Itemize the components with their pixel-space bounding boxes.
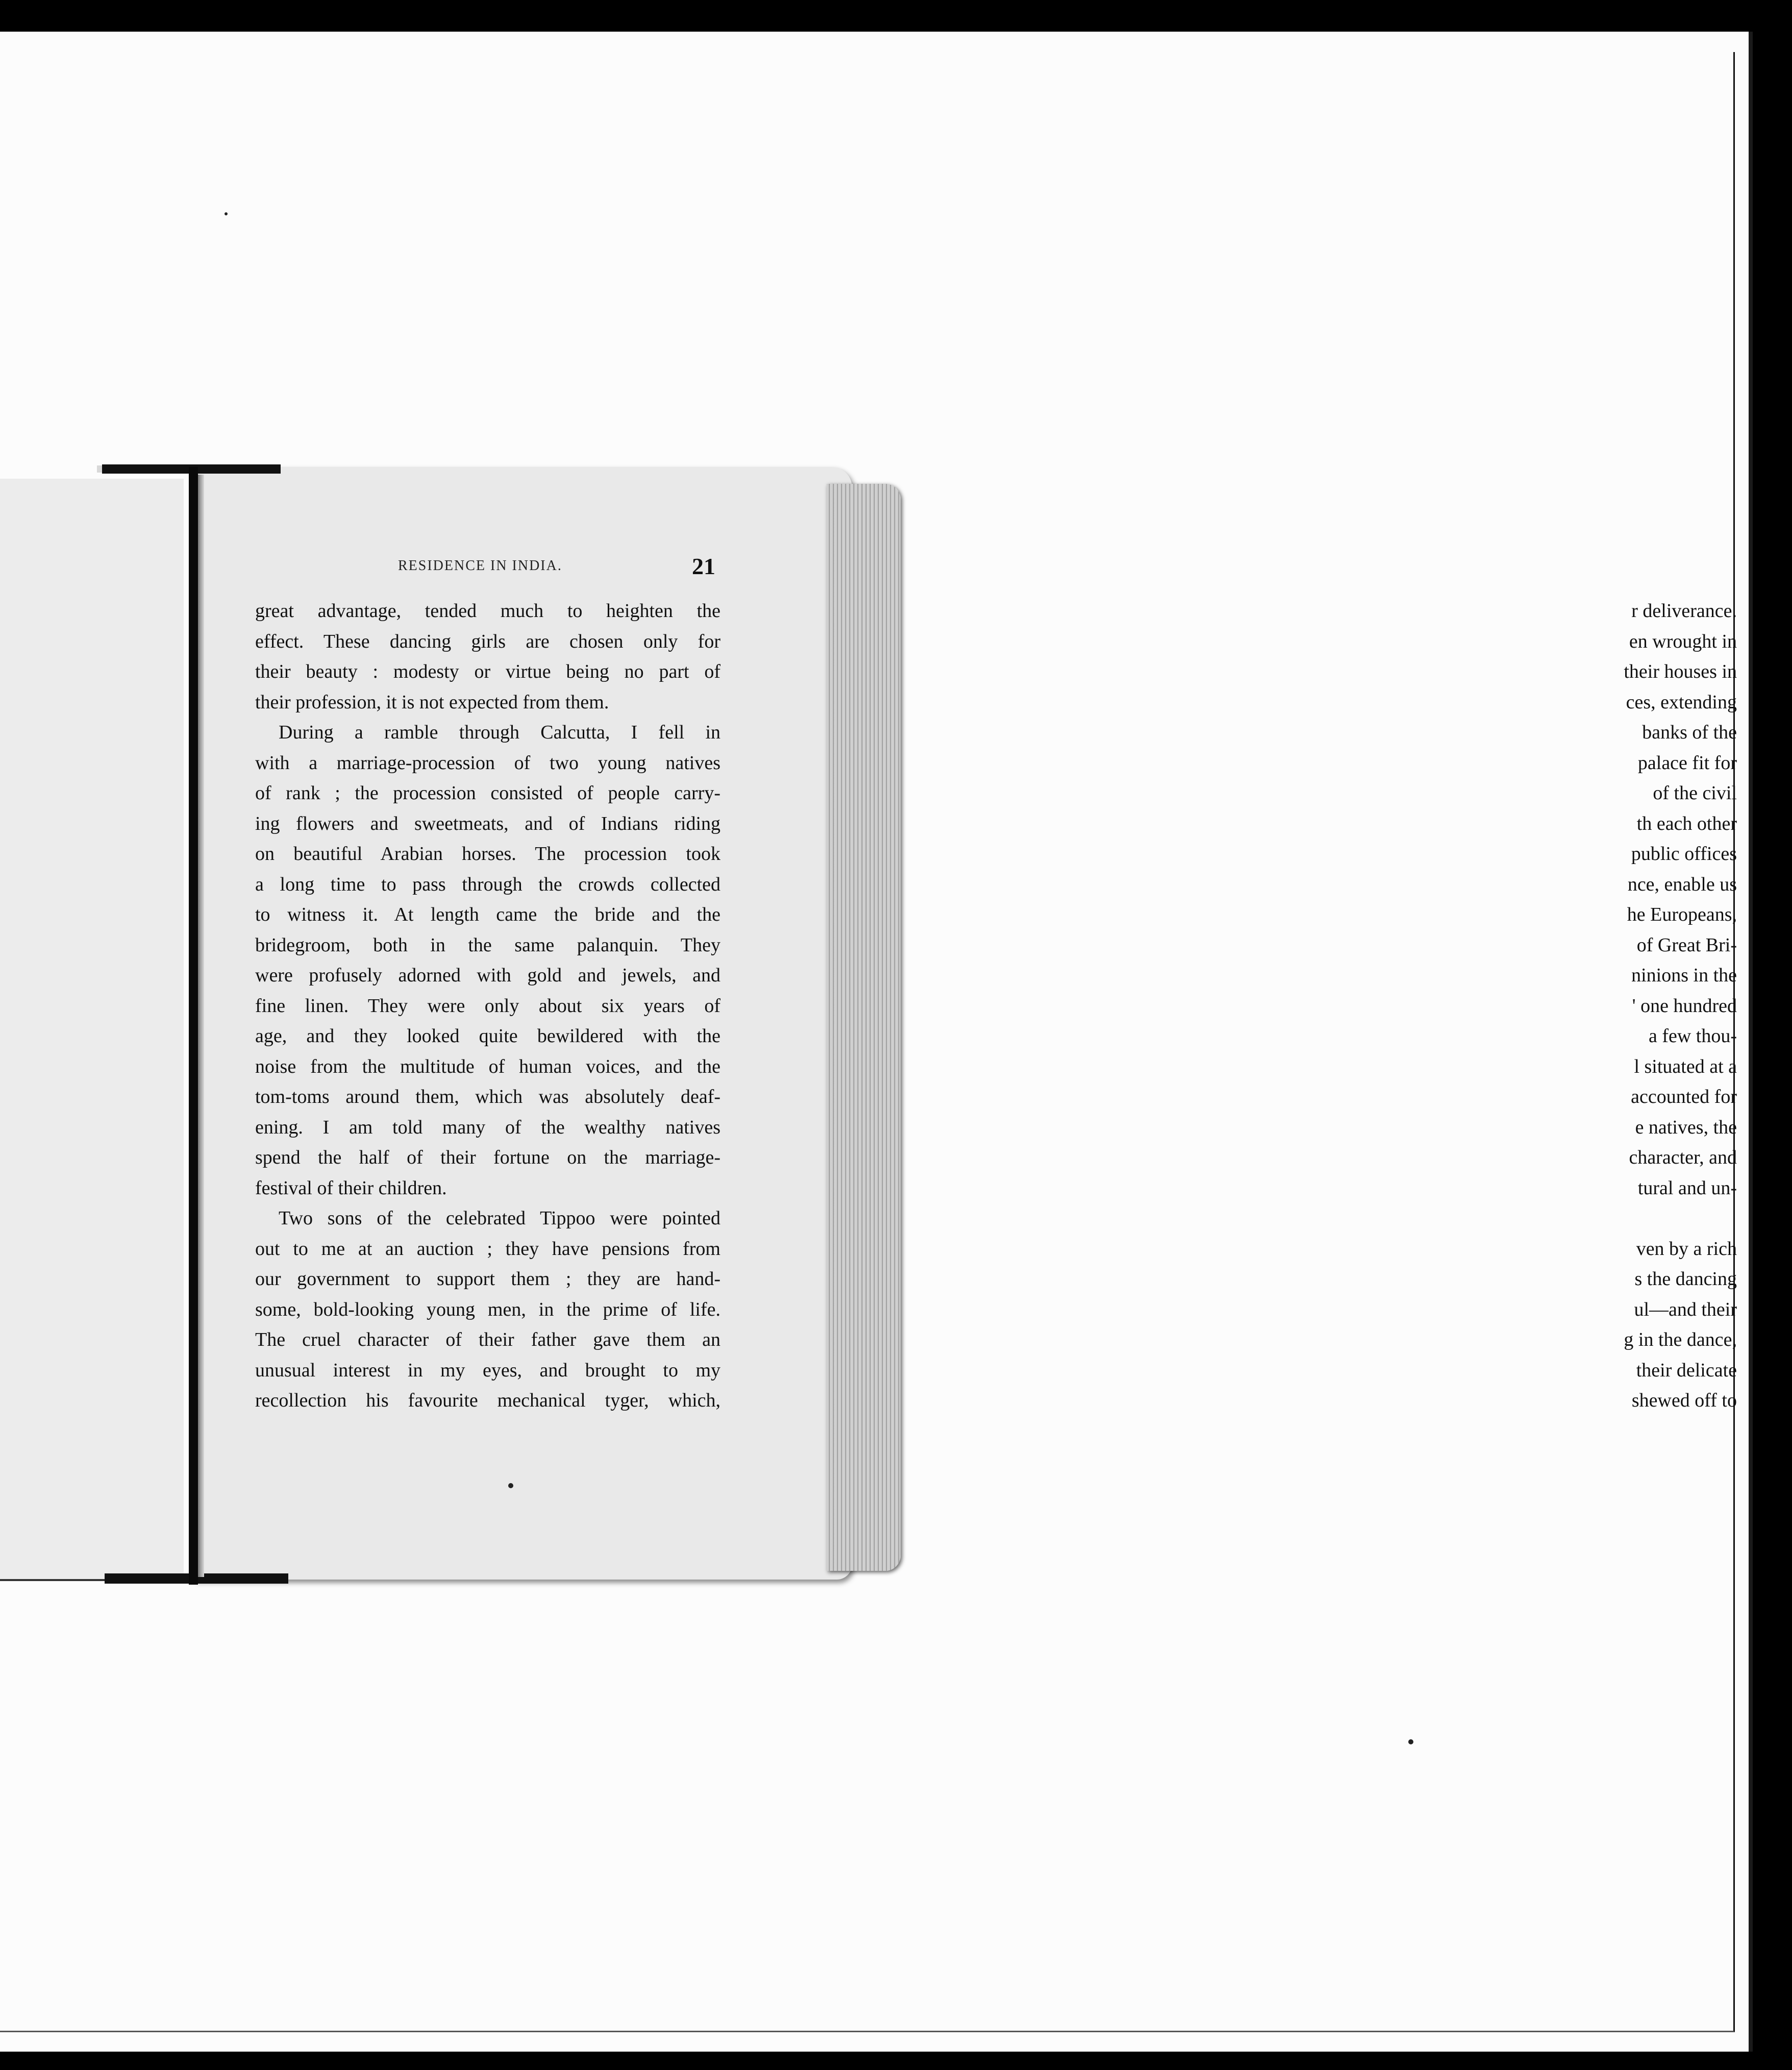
left-line: r deliverance. — [1631, 600, 1737, 622]
paragraph-gap — [1533, 1203, 1737, 1234]
left-line: g in the dance, — [1624, 1329, 1737, 1350]
text-line: During a ramble through Calcutta, I fell in — [279, 722, 720, 743]
left-line: palace fit for — [1637, 752, 1737, 774]
text-line: some, bold-looking young men, in the prime of life. — [255, 1298, 720, 1320]
text-line: our government to support them ; they are hand- — [255, 1268, 720, 1290]
running-head: RESIDENCE IN INDIA. — [398, 558, 562, 574]
dust-speck — [225, 212, 228, 215]
text-line: their beauty : modesty or virtue being no part of — [255, 661, 720, 682]
left-line: character, and — [1629, 1147, 1737, 1168]
left-page — [0, 479, 184, 1581]
text-line: out to me at an auction ; they have pensions from — [255, 1238, 720, 1260]
text-line: unusual interest in my eyes, and brought to my — [255, 1359, 720, 1381]
text-line: spend the half of their fortune on the marriage- — [255, 1147, 720, 1168]
left-line: th each other — [1636, 812, 1737, 834]
text-line: to witness it. At length came the bride and the — [255, 904, 720, 925]
left-line: l situated at a — [1634, 1055, 1737, 1077]
text-line: fine linen. They were only about six years of — [255, 995, 720, 1017]
left-line: banks of the — [1642, 722, 1737, 743]
left-line: s the dancing — [1634, 1268, 1737, 1290]
text-line: Two sons of the celebrated Tippoo were pointed — [279, 1208, 720, 1229]
text-line: The cruel character of their father gave them an — [255, 1329, 720, 1350]
left-line: their houses in — [1624, 661, 1737, 682]
text-line: great advantage, tended much to heighten the — [255, 600, 720, 622]
left-line: of the civil — [1653, 782, 1737, 804]
left-line: ' one hundred — [1632, 995, 1737, 1017]
text-line: were profusely adorned with gold and jewels, and — [255, 965, 720, 986]
text-line: noise from the multitude of human voices, and the — [255, 1055, 720, 1077]
text-line: recollection his favourite mechanical tyger, which, — [255, 1390, 720, 1411]
left-line: ces, extending — [1626, 691, 1737, 713]
left-line: their delicate — [1636, 1359, 1737, 1381]
left-line: nce, enable us — [1627, 873, 1737, 895]
book-gutter — [189, 467, 198, 1585]
left-line: e natives, the — [1635, 1116, 1737, 1138]
text-line: of rank ; the procession consisted of people carry- — [255, 782, 720, 804]
text-line: a long time to pass through the crowds collected — [255, 873, 720, 895]
text-line: with a marriage-procession of two young natives — [255, 752, 720, 774]
gutter-shadow — [198, 475, 204, 1577]
text-line: bridegroom, both in the same palanquin. They — [255, 934, 720, 956]
left-line: a few thou- — [1648, 1025, 1737, 1047]
text-line: ing flowers and sweetmeats, and of Indians riding — [255, 812, 720, 834]
text-line: their profession, it is not expected from them. — [255, 691, 609, 713]
left-line: he Europeans, — [1627, 904, 1737, 925]
text-line: effect. These dancing girls are chosen only for — [255, 630, 720, 652]
page-edges — [827, 484, 901, 1571]
left-line: en wrought in — [1629, 630, 1737, 652]
left-line: of Great Bri- — [1636, 934, 1737, 956]
right-page-text — [255, 596, 720, 1416]
page-number: 21 — [692, 553, 715, 579]
left-line: ul—and their — [1634, 1298, 1737, 1320]
text-line: tom-toms around them, which was absolutely deaf- — [255, 1086, 720, 1107]
left-line: tural and un- — [1637, 1177, 1737, 1199]
text-line: age, and they looked quite bewildered with the — [255, 1025, 720, 1047]
left-line: shewed off to — [1631, 1390, 1737, 1411]
left-line: public offices — [1631, 843, 1737, 865]
left-line: accounted for — [1631, 1086, 1737, 1107]
text-line: ening. I am told many of the wealthy natives — [255, 1116, 720, 1138]
left-line: ninions in the — [1631, 965, 1737, 986]
dust-speck — [508, 1483, 513, 1488]
text-line: festival of their children. — [255, 1177, 447, 1199]
left-page-text — [1533, 596, 1737, 1416]
left-line: ven by a rich — [1636, 1238, 1737, 1260]
text-line: on beautiful Arabian horses. The procession took — [255, 843, 720, 865]
dust-speck — [1408, 1739, 1413, 1744]
